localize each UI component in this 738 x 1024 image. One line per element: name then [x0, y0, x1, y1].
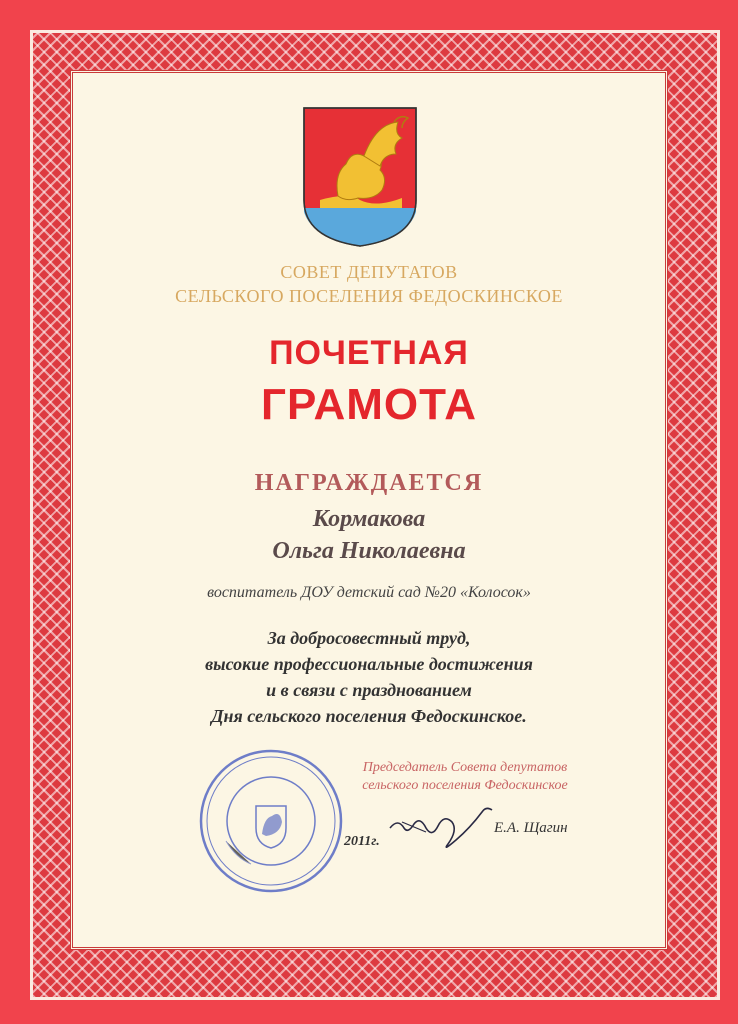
issue-year: 2011г.	[344, 834, 380, 849]
recipient-position: воспитатель ДОУ детский сад №20 «Колосок»	[207, 584, 531, 601]
chairman-name: Е.А. Щагин	[494, 820, 568, 836]
council-name-line2: СЕЛЬСКОГО ПОСЕЛЕНИЯ ФЕДОСКИНСКОЕ	[175, 286, 563, 306]
reason-line: Дня сельского поселения Федоскинское.	[211, 706, 527, 726]
reason-line: высокие профессиональные достижения	[205, 654, 533, 674]
reason-line: и в связи с празднованием	[266, 680, 472, 700]
awarded-label: НАГРАЖДАЕТСЯ	[254, 470, 484, 496]
chairman-title-line1: Председатель Совета депутатов	[362, 760, 568, 775]
coat-of-arms-icon	[298, 104, 422, 250]
reason-line: За добросовестный труд,	[267, 628, 471, 648]
title-line2: ГРАМОТА	[261, 380, 477, 429]
title-line1: ПОЧЕТНАЯ	[269, 334, 469, 372]
chairman-title-line2: сельского поселения Федоскинское	[362, 778, 568, 793]
chairman-signature	[386, 800, 496, 856]
official-stamp	[196, 746, 346, 896]
recipient-given-name: Ольга Николаевна	[272, 538, 466, 564]
council-name-line1: СОВЕТ ДЕПУТАТОВ	[280, 262, 458, 282]
recipient-surname: Кормакова	[312, 506, 426, 532]
